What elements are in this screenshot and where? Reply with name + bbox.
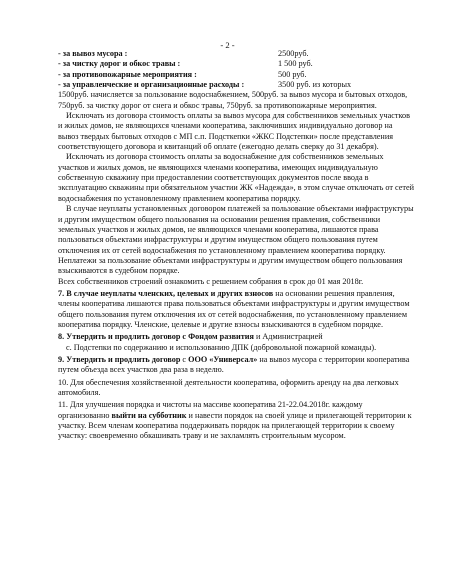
- page-number: - 2 -: [220, 40, 235, 50]
- expense-label: - за чистку дорог и обкос травы :: [58, 59, 181, 69]
- item-8-text: и Администрацией: [253, 332, 323, 342]
- expense-label: - за вывоз мусора :: [58, 49, 128, 58]
- paragraph-water-exclusion: Исключать из договора стоимость оплаты за водоснабжение для собственников земельных участков и жилых домов, не являющихся членами кооператива, имеющих индивидуальную собственную скважину при предоставлении соответствующих документов после ввода в эксплуатацию скважины при обязательном участии ЖК «Надежда», в этом случае отключать от сетей водоснабжения по установленному правлением кооператива порядку.: [58, 152, 414, 203]
- expense-value: 2500руб.: [278, 49, 309, 58]
- item-9-connector: с: [180, 354, 189, 364]
- item-8-heading: 8. Утвердить и продлить договор с Фондом развития: [58, 332, 254, 342]
- item-9-heading: 9. Утвердить и продлить договор: [58, 354, 181, 364]
- item-9: [58, 355, 414, 376]
- expense-value: 500 руб.: [278, 69, 307, 79]
- item-11-text-b: и навести порядок на своей улице и прилегающей территории к участку. Всем членам кооператива поддерживать порядок на прилегающей территории к своему участку: своевременно обкашивать траву и не захламлять строительным мусором.: [58, 410, 412, 441]
- item-7: [58, 289, 414, 330]
- item-11: [58, 400, 414, 441]
- paragraph-notice-deadline: Всех собственников строений ознакомить с решением собрания в срок до 01 мая 2018г.: [58, 276, 364, 286]
- expense-row: [58, 59, 414, 69]
- item-7-heading: 7. В случае неуплаты членских, целевых и других взносов: [58, 288, 274, 298]
- expense-row: [58, 70, 414, 80]
- item-10: 10. Для обеспечения хозяйственной деятельности кооператива, оформить аренду на два легковых автомобиля.: [58, 377, 399, 397]
- item-8-detail: с. Подстепки по содержанию и использованию ДПК (добровольной пожарной команды).: [66, 342, 377, 352]
- item-8: [58, 332, 414, 342]
- document-body: [58, 49, 414, 442]
- paragraph-nonpayment: В случае неуплаты установленных договором платежей за пользование объектами инфраструктуры и другим имуществом общего пользования на основании решения правления, собственники земельных участков и жилых домов, не являющихся членами кооператива, лишаются права пользоваться объектами инфраструктуры и другим имуществом общего пользования путем отключения их от сетей водоснабжения по установленному правлением кооператива порядку. Неплатежи за пользование объектами инфраструктуры и другим имуществом общего пользования взыскиваются в судебном порядке.: [58, 204, 414, 276]
- item-11-subbotnik: выйти на субботник: [111, 410, 187, 420]
- paragraph-garbage-exclusion: Исключать из договора стоимость оплаты за вывоз мусора для собственников земельных участков и жилых домов, не являющихся членами кооператива, заключивших индивидуально договор на вывоз твердых бытовых отходов с МП с.п. Подсткепки «ЖКС Подстепки» после представления соответствующего договора и квитанций об оплате (ежегодно делать сверку до 31 декабря).: [58, 111, 411, 152]
- item-9-text: на вывоз мусора с территории кооператива путем объезда всех участков два раза в неделю.: [58, 354, 410, 375]
- expense-list: [58, 49, 414, 90]
- expense-label: - за управленческие и организационные расходы :: [58, 80, 245, 90]
- expense-row: [58, 49, 414, 59]
- item-9-company: ООО «Универсал»: [188, 354, 258, 364]
- expense-value: 1 500 руб.: [278, 59, 313, 69]
- expense-value: 3500 руб. из которых: [278, 80, 352, 90]
- expense-breakdown: 1500руб. начисляется за пользование водоснабжением, 500руб. за вывоз мусора и бытовых отходов, 750руб. за чистку дорог от снега и обкос травы, 750руб. за противопожарные мероприятия.: [58, 90, 408, 110]
- item-7-text: на основании решения правления, члены кооператива лишаются права пользоваться объектами инфраструктуры и другим имуществом общего пользования путем отключения их от сетей водоснабжения, по установленному правлением кооператива порядку. Членские, целевые и другие взносы взыскиваются в судебном порядке.: [58, 288, 410, 329]
- expense-row: [58, 80, 414, 90]
- item-11-text-a: 11. Для улучшения порядка и чистоты на массиве кооператива 21-22.04.2018г. каждому организованно: [58, 400, 363, 420]
- expense-label: - за противопожарные мероприятия :: [58, 69, 197, 79]
